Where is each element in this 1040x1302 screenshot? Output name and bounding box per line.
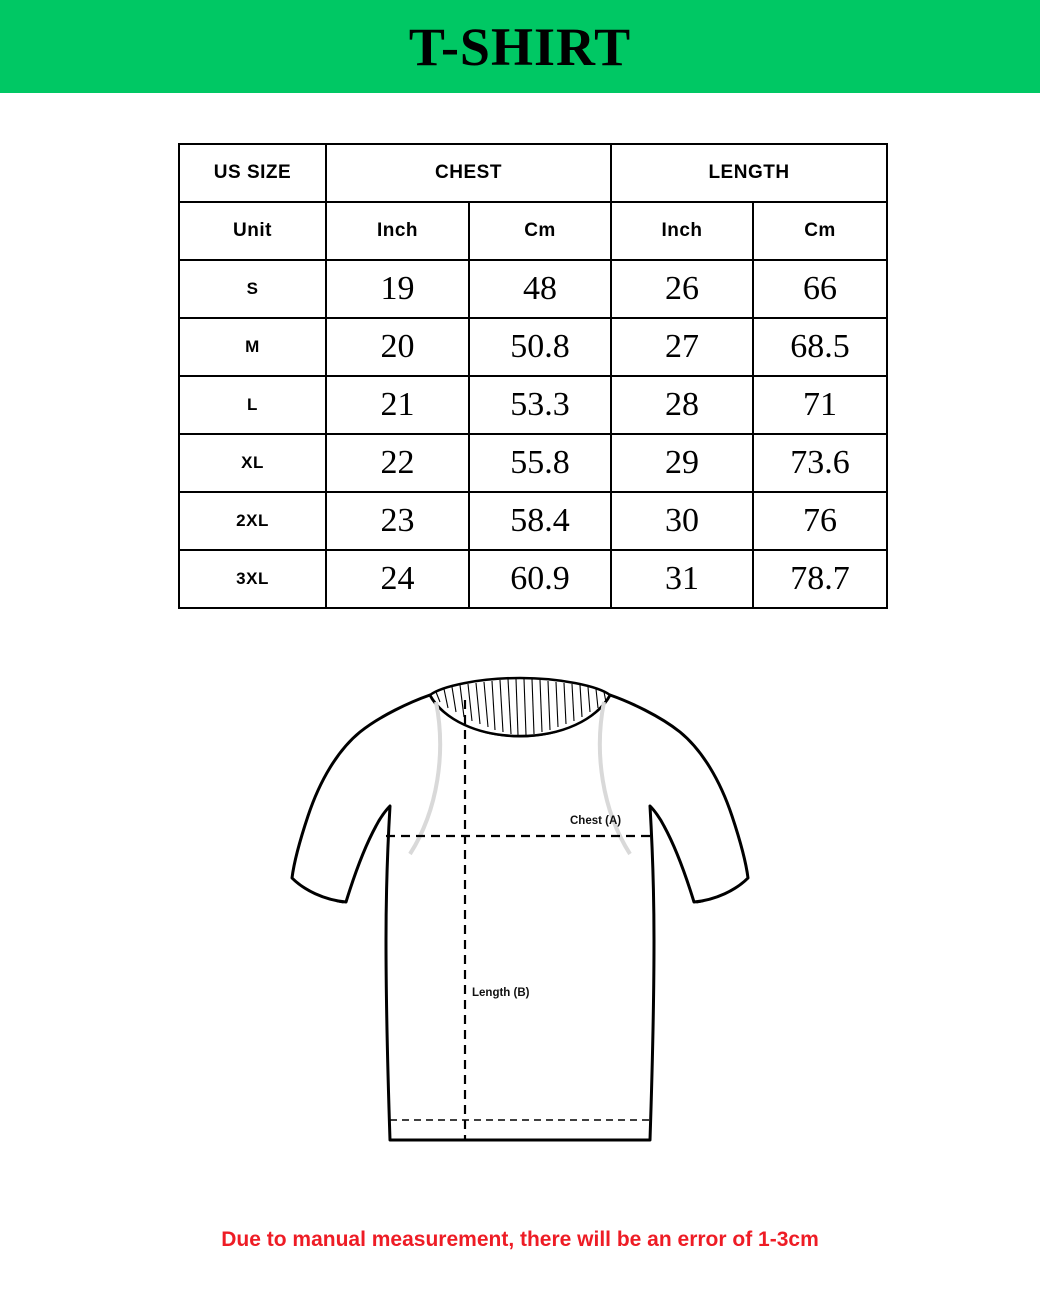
row-chest-cm: 50.8: [469, 318, 611, 376]
unit-chest-inch: Inch: [326, 202, 469, 260]
row-length-inch: 27: [611, 318, 753, 376]
table-row: [179, 434, 887, 492]
table-unit-row: [179, 202, 887, 260]
tshirt-diagram: [0, 640, 1040, 1200]
row-length-cm: 76: [753, 492, 887, 550]
row-chest-inch: 24: [326, 550, 469, 608]
row-chest-cm: 53.3: [469, 376, 611, 434]
row-length-cm: 68.5: [753, 318, 887, 376]
row-chest-inch: 23: [326, 492, 469, 550]
row-length-inch: 28: [611, 376, 753, 434]
row-chest-inch: 21: [326, 376, 469, 434]
row-length-cm: 66: [753, 260, 887, 318]
size-chart-table-wrapper: [178, 143, 886, 609]
row-length-inch: 26: [611, 260, 753, 318]
table-row: [179, 492, 887, 550]
table-row: [179, 260, 887, 318]
row-chest-inch: 19: [326, 260, 469, 318]
row-length-inch: 30: [611, 492, 753, 550]
size-chart-table: [178, 143, 888, 609]
measurement-disclaimer: Due to manual measurement, there will be an error of 1-3cm: [221, 1228, 819, 1251]
row-size: XL: [179, 434, 326, 492]
row-size: 2XL: [179, 492, 326, 550]
row-size: S: [179, 260, 326, 318]
header-banner: [0, 0, 1040, 93]
row-chest-cm: 55.8: [469, 434, 611, 492]
unit-length-inch: Inch: [611, 202, 753, 260]
header-us-size: US SIZE: [179, 144, 326, 202]
row-length-inch: 31: [611, 550, 753, 608]
unit-label: Unit: [179, 202, 326, 260]
table-row: [179, 550, 887, 608]
row-length-inch: 29: [611, 434, 753, 492]
page-title: T-SHIRT: [408, 16, 632, 77]
row-chest-cm: 58.4: [469, 492, 611, 550]
header-chest: CHEST: [326, 144, 611, 202]
row-chest-inch: 22: [326, 434, 469, 492]
row-size: M: [179, 318, 326, 376]
table-row: [179, 318, 887, 376]
tshirt-illustration: [260, 640, 780, 1180]
table-header-row: [179, 144, 887, 202]
row-size: L: [179, 376, 326, 434]
row-chest-cm: 48: [469, 260, 611, 318]
unit-length-cm: Cm: [753, 202, 887, 260]
row-length-cm: 71: [753, 376, 887, 434]
header-length: LENGTH: [611, 144, 887, 202]
row-size: 3XL: [179, 550, 326, 608]
row-length-cm: 73.6: [753, 434, 887, 492]
chest-measure-label: Chest (A): [570, 815, 622, 827]
row-chest-cm: 60.9: [469, 550, 611, 608]
table-row: [179, 376, 887, 434]
length-measure-label: Length (B): [472, 987, 530, 999]
unit-chest-cm: Cm: [469, 202, 611, 260]
row-length-cm: 78.7: [753, 550, 887, 608]
row-chest-inch: 20: [326, 318, 469, 376]
